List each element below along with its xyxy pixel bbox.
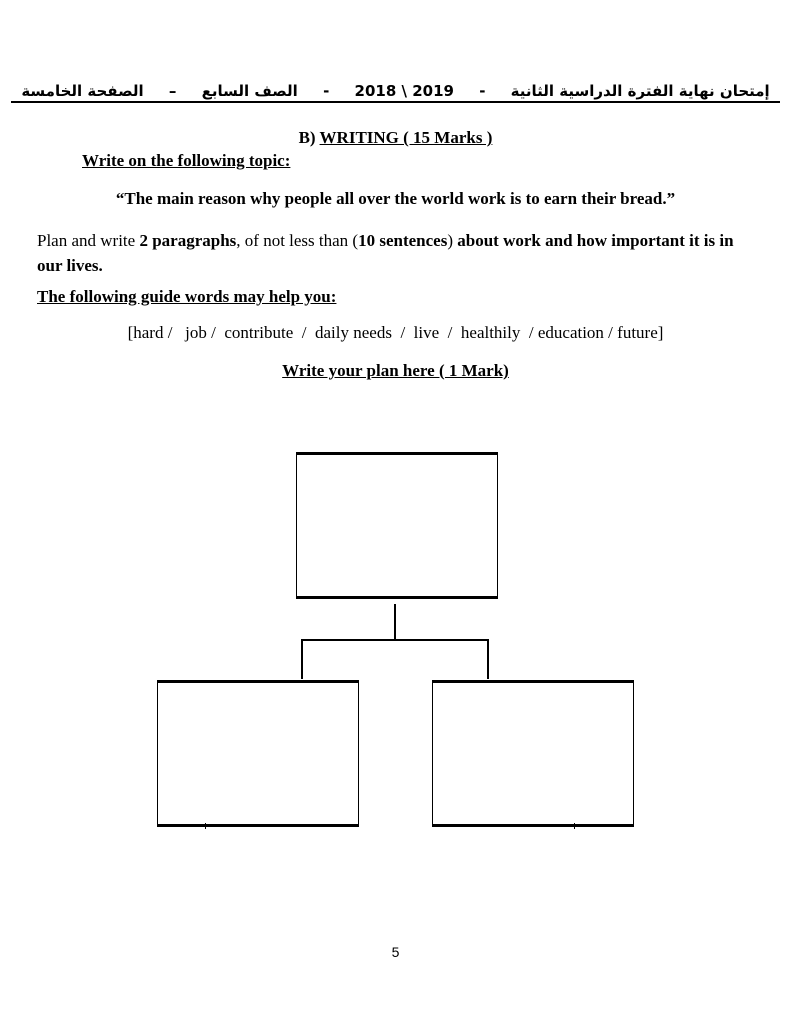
plan-left-box[interactable] bbox=[157, 680, 359, 827]
instructions-text: ) bbox=[447, 231, 458, 250]
page-label: الصفحة الخامسة bbox=[21, 82, 144, 100]
exam-title: إمتحان نهاية الفترة الدراسية الثانية bbox=[510, 82, 770, 100]
instructions-sentence-count: 10 sentences bbox=[358, 231, 448, 250]
instructions-text: , of not less than ( bbox=[236, 231, 359, 250]
plan-main-box[interactable] bbox=[296, 452, 498, 599]
exam-header bbox=[0, 82, 791, 103]
guide-words-label: The following guide words may help you: bbox=[37, 287, 337, 306]
instructions-subject: about work and how important it is in our lives. bbox=[37, 231, 734, 275]
exam-header-line bbox=[11, 82, 779, 103]
header-separator: - bbox=[479, 82, 486, 100]
topic-label: Write on the following topic: bbox=[82, 151, 291, 170]
exam-year: 2018 \ 2019 bbox=[354, 82, 454, 100]
tick-mark bbox=[205, 823, 206, 829]
header-separator: – bbox=[168, 82, 177, 100]
connector-line bbox=[394, 604, 396, 640]
topic-quote: “The main reason why people all over the world work is to earn their bread.” bbox=[115, 189, 676, 208]
plan-right-box[interactable] bbox=[432, 680, 634, 827]
grade-label: الصف السابع bbox=[201, 82, 298, 100]
connector-line bbox=[487, 639, 489, 679]
section-prefix: B) bbox=[298, 128, 320, 147]
instructions bbox=[37, 228, 757, 278]
plan-label: Write your plan here ( 1 Mark) bbox=[282, 361, 509, 380]
connector-line bbox=[301, 639, 488, 641]
instructions-text: Plan and write bbox=[37, 231, 140, 250]
guide-words: [hard / job / contribute / daily needs / live / healthily / education / future] bbox=[127, 323, 664, 342]
header-separator: - bbox=[323, 82, 330, 100]
connector-line bbox=[301, 639, 303, 679]
section-title bbox=[0, 128, 791, 148]
instructions-paragraph-count: 2 paragraphs bbox=[139, 231, 237, 250]
section-heading: WRITING ( 15 Marks ) bbox=[319, 128, 493, 147]
page-number: 5 bbox=[391, 944, 400, 960]
tick-mark bbox=[574, 823, 575, 829]
